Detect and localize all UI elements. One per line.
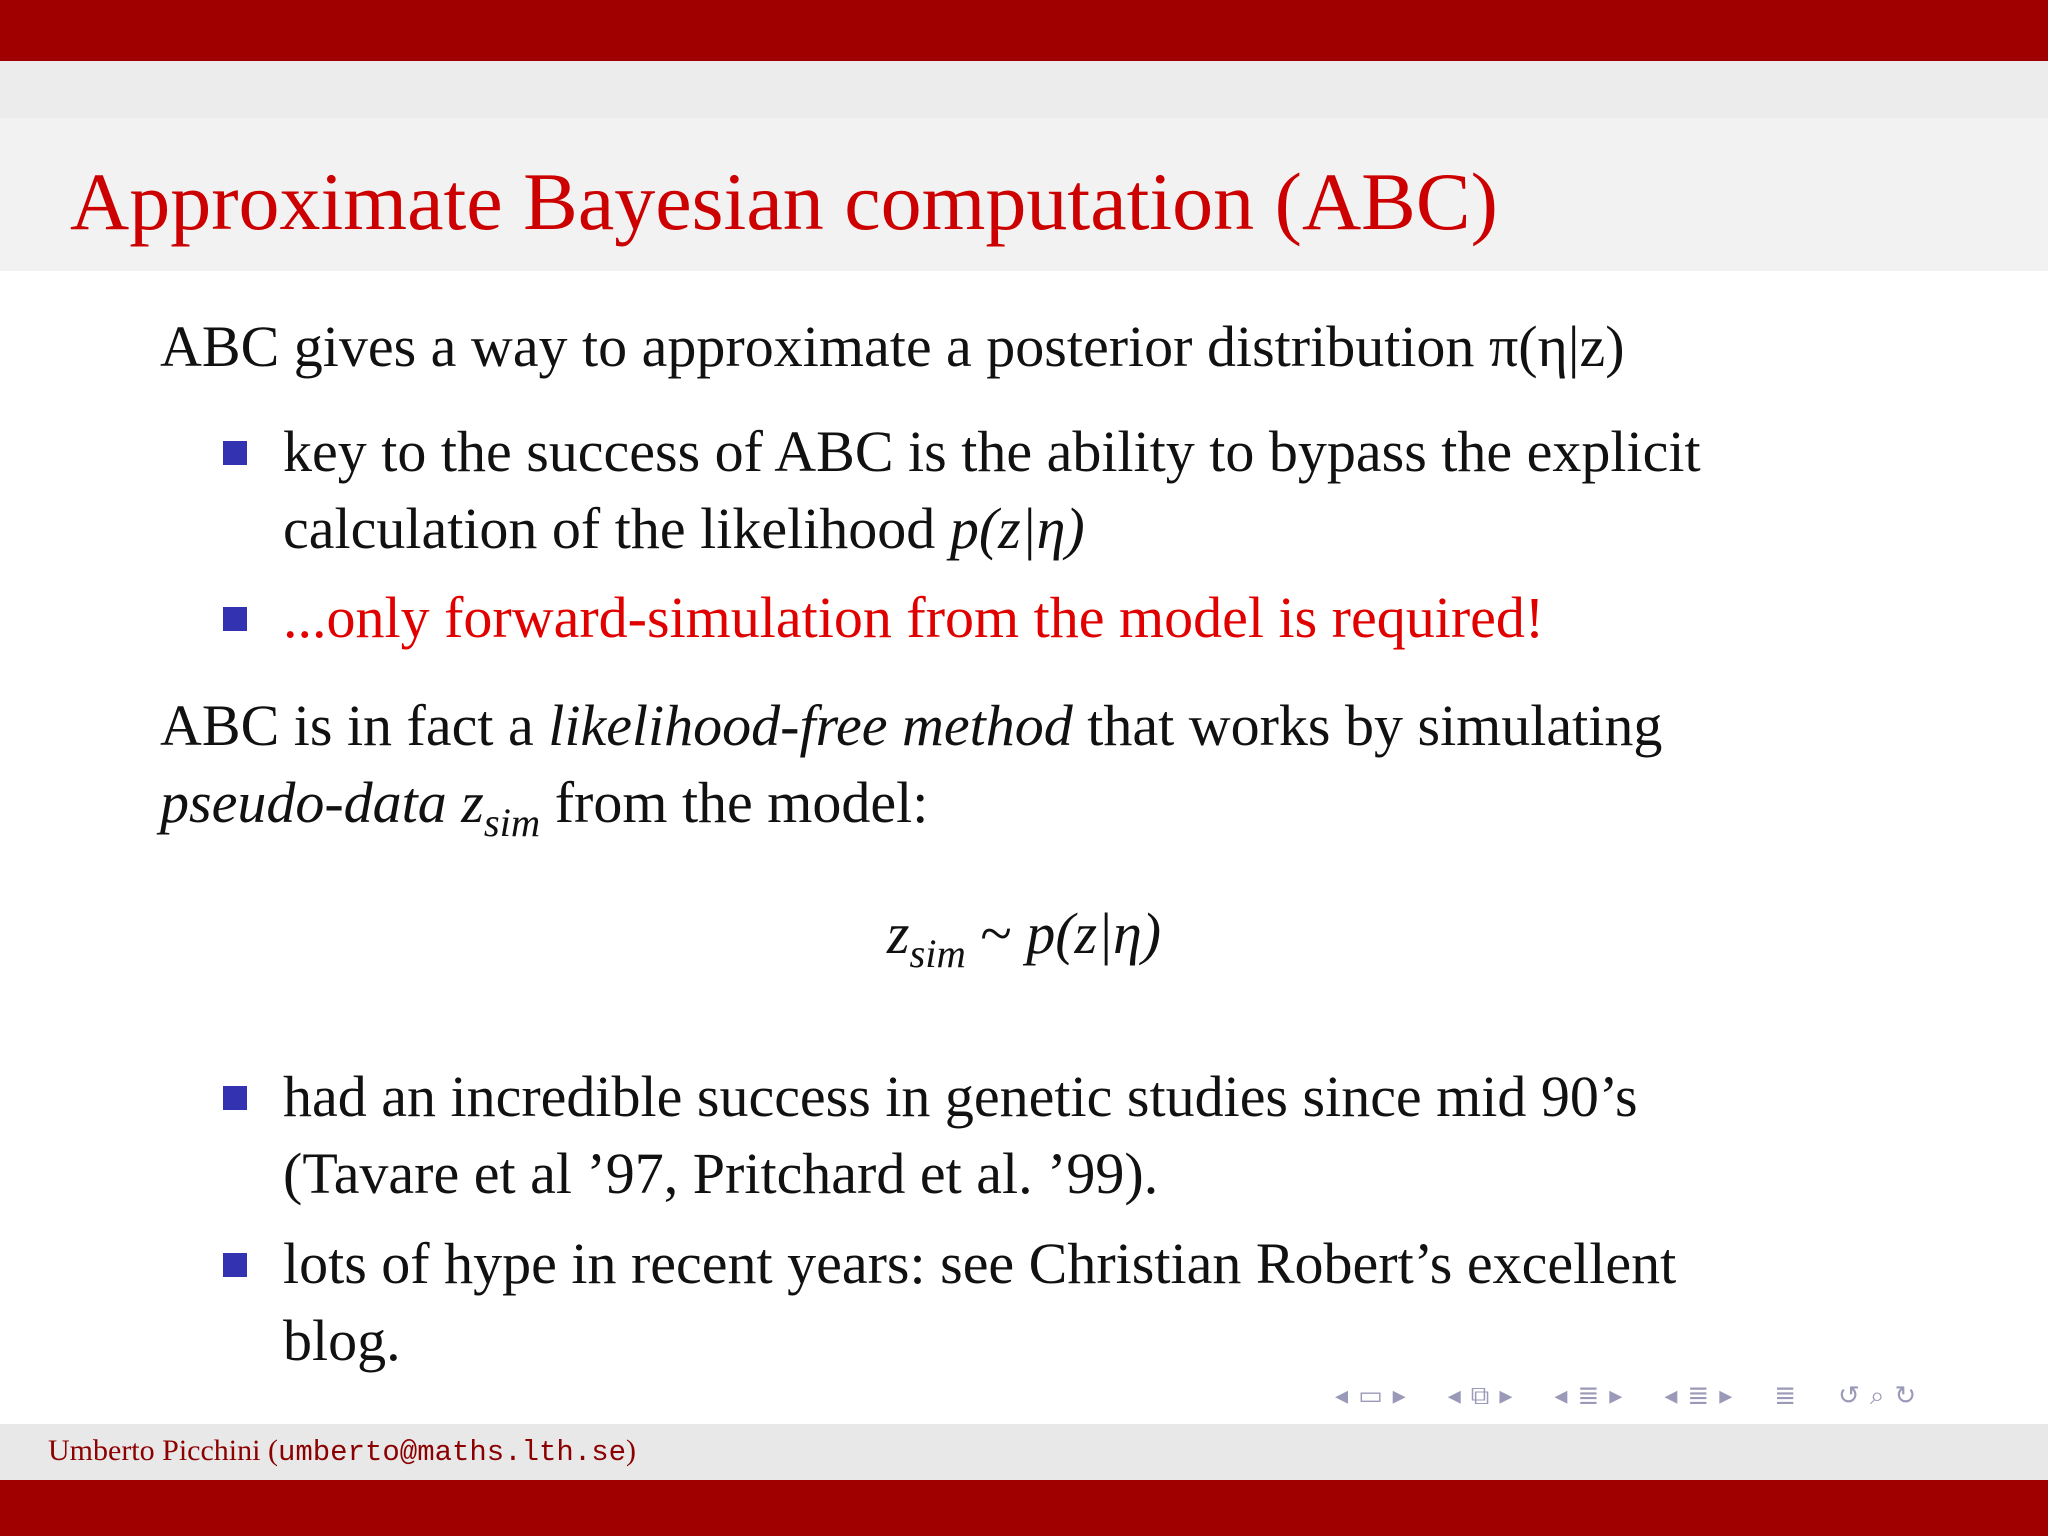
arrow-right-icon[interactable]: ▸	[1609, 1381, 1623, 1411]
bottom-bar	[0, 1480, 2048, 1536]
back-icon[interactable]: ↺	[1838, 1381, 1860, 1411]
section-icon[interactable]: ≣	[1687, 1381, 1710, 1411]
zsim-subscript: sim	[483, 800, 541, 846]
intro-math: π(η|z)	[1488, 314, 1625, 379]
likelihood-math: p(z|η)	[949, 496, 1085, 561]
zsim-var: z	[461, 770, 484, 835]
paragraph-2-line-1	[160, 687, 1662, 764]
arrow-left-icon[interactable]: ◂	[1335, 1381, 1349, 1411]
para-text: that works by simulating	[1072, 693, 1663, 758]
bullet-line: ...only forward-simulation from the model is required!	[283, 585, 1545, 650]
frame-icon[interactable]: ▭	[1358, 1381, 1383, 1411]
eq-operator: ~	[965, 901, 1027, 966]
eq-lhs-subscript: sim	[909, 931, 966, 977]
bullet-square-icon	[223, 607, 247, 631]
beamer-navigation	[1335, 1378, 1916, 1414]
intro-text: ABC gives a way to approximate a posterior distribution	[160, 314, 1489, 379]
top-bar	[0, 0, 2048, 61]
bullet-line: lots of hype in recent years: see Christian Robert’s excellent	[283, 1231, 1677, 1296]
bullet-line: (Tavare et al ’97, Pritchard et al. ’99).	[283, 1141, 1159, 1206]
footer-email: umberto@maths.lth.se	[277, 1436, 627, 1469]
bullet-line: key to the success of ABC is the ability to bypass the explicit	[283, 419, 1701, 484]
arrow-right-icon[interactable]: ▸	[1499, 1381, 1513, 1411]
arrow-left-icon[interactable]: ◂	[1664, 1381, 1678, 1411]
bullet-line: blog.	[283, 1308, 401, 1373]
bullet-square-icon	[223, 1253, 247, 1277]
display-equation	[0, 900, 2048, 977]
toc-icon[interactable]: ≣	[1774, 1381, 1797, 1411]
bullet-square-icon	[223, 1086, 247, 1110]
bullet-text: calculation of the likelihood	[283, 496, 950, 561]
para-emphasis: likelihood-free method	[548, 693, 1073, 758]
section-icon[interactable]: ≣	[1577, 1381, 1600, 1411]
para-text: from the model:	[540, 770, 929, 835]
subsection-icon[interactable]: ⧉	[1470, 1380, 1490, 1411]
para-text: ABC is in fact a	[160, 693, 549, 758]
slide-title: Approximate Bayesian computation (ABC)	[70, 156, 1498, 247]
bullet-line: had an incredible success in genetic studies since mid 90’s	[283, 1064, 1638, 1129]
forward-icon[interactable]: ↻	[1894, 1381, 1917, 1411]
eq-rhs: p(z|η)	[1026, 901, 1162, 966]
bullet-square-icon	[223, 441, 247, 465]
bullet-line	[283, 490, 1085, 567]
intro-paragraph	[160, 308, 1625, 385]
para-emphasis: pseudo-data	[160, 770, 447, 835]
footer: Umberto Picchini (umberto@maths.lth.se)	[48, 1434, 637, 1469]
footer-author: Umberto Picchini	[48, 1434, 261, 1467]
search-icon[interactable]: ⌕	[1869, 1380, 1885, 1411]
arrow-right-icon[interactable]: ▸	[1719, 1381, 1733, 1411]
paragraph-2-line-2	[160, 764, 929, 846]
arrow-left-icon[interactable]: ◂	[1554, 1381, 1568, 1411]
header-band	[0, 61, 2048, 118]
arrow-right-icon[interactable]: ▸	[1392, 1381, 1406, 1411]
arrow-left-icon[interactable]: ◂	[1447, 1381, 1461, 1411]
eq-lhs-var: z	[886, 901, 910, 966]
